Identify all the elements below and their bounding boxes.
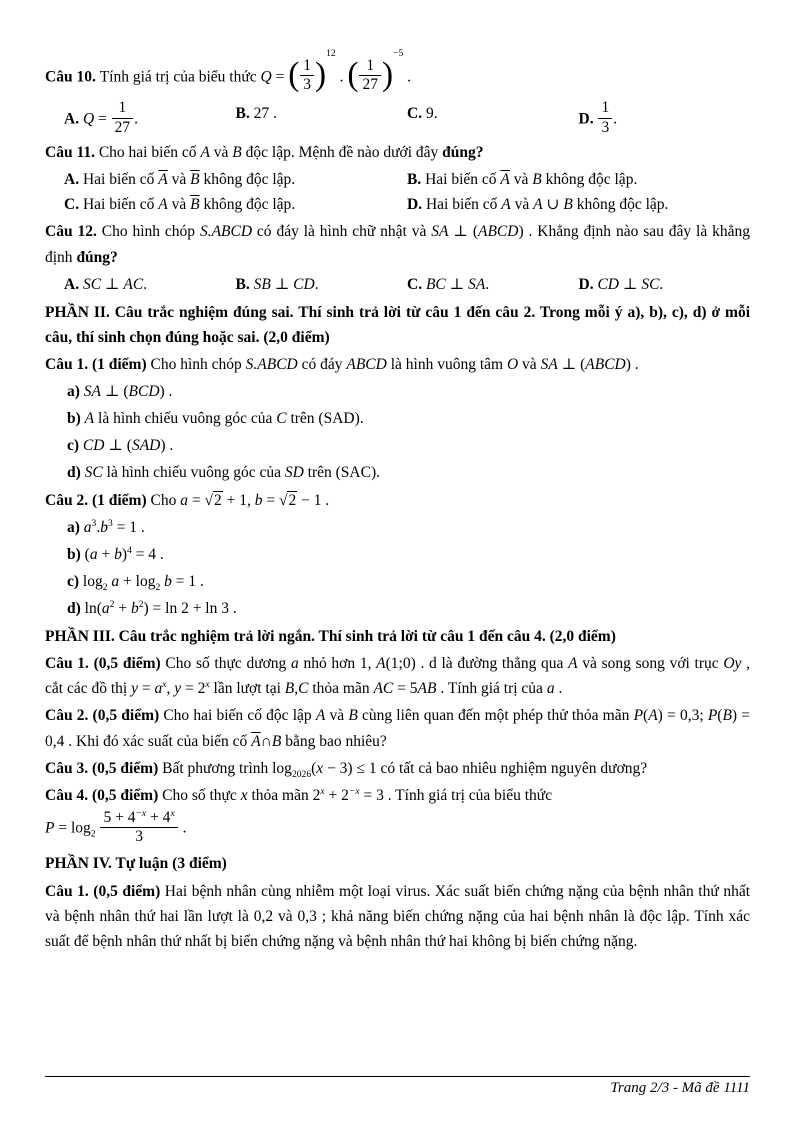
item-label: d)	[67, 464, 85, 482]
page-number-label: Trang 2/3 - Mã đề 1111	[610, 1080, 750, 1096]
option-label: C.	[407, 104, 426, 122]
part4-heading: PHẦN IV. Tự luận (3 điểm)	[45, 855, 227, 873]
option-B: B. Hai biến cố $\overline{A}$ và B không độc lập.	[407, 171, 638, 189]
overline-var: $\overline{B}$	[190, 196, 200, 214]
option-A: A. Hai biến cố $\overline{A}$ và $\overline{B}$ không độc lập.	[64, 171, 296, 189]
part3-q4: Câu 4. (0,5 điểm) Cho số thực x thỏa mãn $2^x + 2^{-x} = 3$ . Tính giá trị của biểu thức	[45, 785, 553, 804]
q11-options	[64, 167, 750, 217]
part3-heading: PHẦN III. Câu trắc nghiệm trả lời ngắn. Thí sinh trả lời từ câu 1 đến câu 4. (2,0 điểm)	[45, 628, 616, 646]
option-label: B.	[235, 104, 254, 122]
option-label: C.	[64, 196, 83, 214]
overline-var: $\overline{A}$	[251, 732, 261, 750]
part4-q1: Câu 1. (0,5 điểm) Hai bệnh nhân cùng nhiễm một loại virus. Xác suất biến chứng nặng của bệnh nhân thứ nhất và bệnh nhân thứ hai lần lượt là 0,2 và 0,3 ; khả năng biến chứng nặng của hai bệnh nhân là độc lập. Tính xác suất để bệnh nhân thứ nhất bị biến chứng nặng và bệnh nhân thứ hai không bị biến chứng nặng.	[45, 882, 751, 950]
option-C: C. Hai biến cố A và $\overline{B}$ không độc lập.	[64, 196, 296, 214]
item-label: d)	[67, 599, 85, 617]
part2-q2-b: b) $(a + b)^4 = 4$ .	[67, 544, 164, 563]
option-label: C.	[407, 275, 426, 293]
fraction: $\frac{1}{27}$	[111, 99, 135, 137]
option-B: B. 27 .	[235, 104, 277, 122]
paren-fraction: ( $\frac{1}{27}$ ) $^{-5}$	[347, 48, 404, 94]
part3-q3: Câu 3. (0,5 điểm) Bất phương trình $\log_{2026}(x - 3) \le 1$ có tất cả bao nhiêu nghiệm nguyên dương?	[45, 759, 648, 780]
item-label: c)	[67, 437, 83, 455]
option-D: D. Hai biến cố A và A ∪ B không độc lập.	[407, 196, 669, 214]
option-C: C. 9.	[407, 104, 438, 122]
paren-fraction: ( $\frac{1}{3}$ ) $^{12}$	[288, 48, 336, 94]
item-label: c)	[67, 572, 83, 590]
option-A: A. SC ⊥ AC.	[64, 275, 148, 293]
part2-q1-title: Câu 1. (1 điểm) Cho hình chóp S.ABCD có đáy ABCD là hình vuông tâm O và SA ⊥ (ABCD) .	[45, 356, 639, 373]
sqrt-expression: √2	[278, 491, 297, 509]
part2-q2-c: c) $\log_2 a + \log_2 b = 1$ .	[67, 572, 204, 593]
q10-options	[64, 101, 750, 139]
part2-q2-title: Câu 2. (1 điểm) Cho a = √2 + 1, b = √2 − 1 .	[45, 491, 330, 509]
option-label: B.	[407, 171, 426, 189]
option-D: D. $\frac{1}{3}$ .	[578, 99, 618, 136]
q11-title: Câu 11. Cho hai biến cố A và B độc lập. Mệnh đề nào dưới đây đúng?	[45, 144, 484, 162]
option-label: B.	[235, 275, 254, 293]
sqrt-expression: √2	[204, 491, 222, 509]
option-B: B. SB ⊥ CD.	[235, 275, 319, 293]
item-label: a)	[67, 383, 84, 401]
page-footer	[45, 1076, 750, 1097]
part2-q1-b: b) A là hình chiếu vuông góc của C trên (SAD).	[67, 410, 364, 428]
q12-options	[64, 272, 750, 297]
part2-heading: PHẦN II. Câu trắc nghiệm đúng sai. Thí sinh trả lời từ câu 1 đến câu 2. Trong mỗi ý a), b), c), d) ở mỗi câu, thí sinh chọn đúng hoặc sai. (2,0 điểm)	[45, 303, 750, 346]
overline-var: $\overline{A}$	[158, 171, 168, 189]
part2-q2-d: d) $\ln(a^2 + b^2) = \ln 2 + \ln 3$ .	[67, 598, 237, 617]
q10-title: Câu 10. Tính giá trị của biểu thức Q = ( $\frac{1}{3}$ ) $^{12}$ . ( $\frac{1}{27}$ ) $^{-5}$ .	[45, 59, 750, 97]
item-label: a)	[67, 518, 84, 536]
q12-title: Câu 12. Cho hình chóp S.ABCD có đáy là hình chữ nhật và SA ⊥ (ABCD) . Khẳng định nào sau đây là khẳng định đúng?	[45, 223, 750, 266]
option-C: C. BC ⊥ SA.	[407, 275, 490, 293]
option-label: A.	[64, 171, 83, 189]
option-label: D.	[578, 109, 598, 127]
option-label: D.	[407, 196, 426, 214]
part2-q2-a: a) $a^3.b^3 = 1$ .	[67, 517, 145, 536]
option-D: D. CD ⊥ SC.	[578, 275, 664, 293]
fraction: $\frac{5 + 4^{-x} + 4^x}{3}$	[99, 809, 178, 847]
item-label: b)	[67, 410, 85, 428]
exam-body	[45, 48, 751, 954]
part2-q1-c: c) CD ⊥ (SAD) .	[67, 437, 174, 455]
part3-q1: Câu 1. (0,5 điểm) Cho số thực dương a nhỏ hơn 1, A(1;0) . d là đường thẳng qua A và song song với trục Oy , cắt các đồ thị $y = a^x$, $y = 2^x$ lần lượt tại B,C thỏa mãn AC = 5AB . Tính giá trị của a .	[45, 655, 750, 698]
option-label: D.	[578, 275, 598, 293]
item-label: b)	[67, 545, 85, 563]
overline-var: $\overline{A}$	[500, 171, 510, 189]
option-label: A.	[64, 275, 83, 293]
option-label: A.	[64, 109, 83, 127]
part3-q4-formula: $P = \log_2$ $\frac{5 + 4^{-x} + 4^x}{3}$ .	[45, 807, 187, 845]
fraction: $\frac{1}{3}$	[597, 99, 613, 137]
part2-q1-a: a) SA ⊥ (BCD) .	[67, 383, 173, 401]
part2-q1-d: d) SC là hình chiếu vuông góc của SD trên (SAC).	[67, 464, 380, 482]
option-A: A. Q = $\frac{1}{27}$ .	[64, 99, 139, 136]
overline-var: $\overline{B}$	[190, 171, 200, 189]
part3-q2: Câu 2. (0,5 điểm) Cho hai biến cố độc lập A và B cùng liên quan đến một phép thử thỏa mãn P(A) = 0,3; P(B) = 0,4 . Khi đó xác suất của biến cố $\overline{A}\cap B$ bằng bao nhiêu?	[45, 707, 751, 750]
